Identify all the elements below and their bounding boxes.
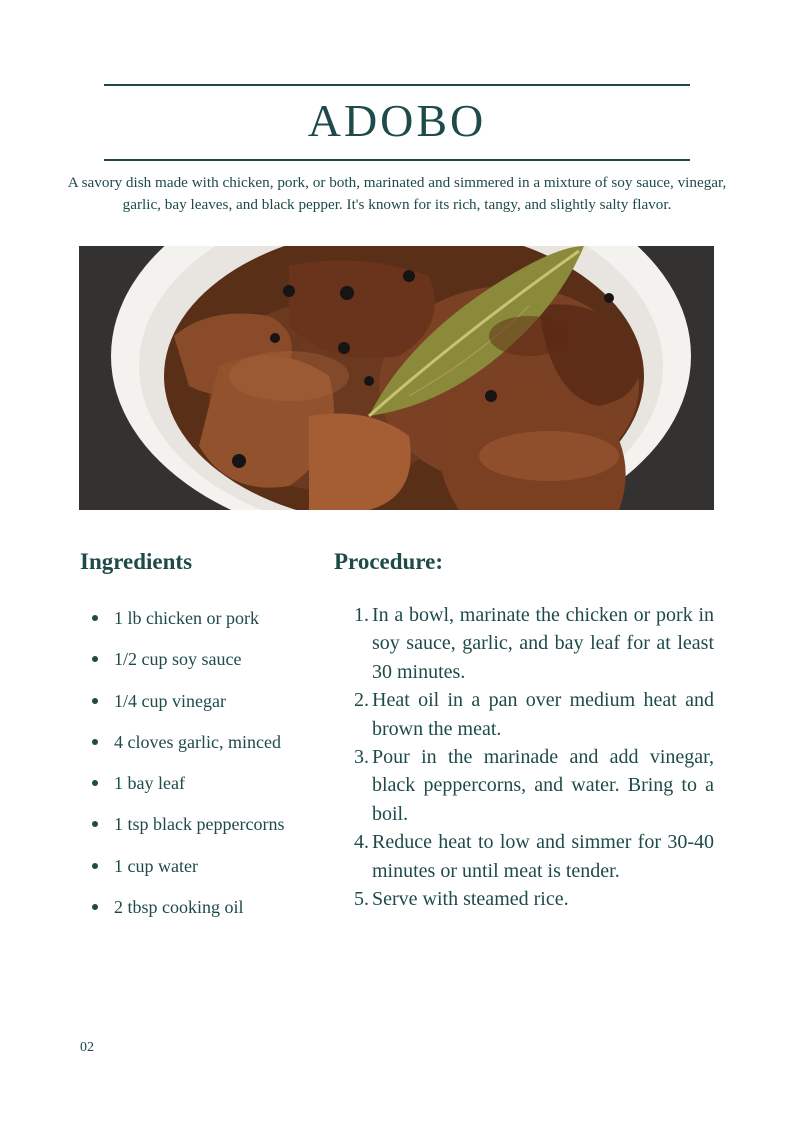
ingredient-item: 1 cup water (92, 846, 322, 887)
ingredient-item: 1/4 cup vinegar (92, 681, 322, 722)
ingredient-item: 4 cloves garlic, minced (92, 722, 322, 763)
procedure-step (354, 828, 714, 885)
step-number: 1. (354, 604, 369, 626)
procedure-list (354, 601, 714, 913)
page-title: ADOBO (307, 95, 487, 146)
step-text: Pour in the marinade and add vinegar, black peppercorns, and water. Bring to a boil. (372, 746, 714, 825)
dish-photo (79, 246, 714, 510)
step-text: Heat oil in a pan over medium heat and brown the meat. (372, 689, 714, 740)
ingredient-item: 1 bay leaf (92, 763, 322, 804)
dish-description: A savory dish made with chicken, pork, or both, marinated and simmered in a mixture of soy sauce, vinegar, garlic, bay leaves, and black pepper. It's known for its rich, tangy, and slightly salty flavor. (67, 174, 727, 213)
adobo-bowl-illustration (79, 246, 714, 510)
ingredient-item: 1 lb chicken or pork (92, 598, 322, 639)
procedure-step (354, 686, 714, 743)
step-text: Reduce heat to low and simmer for 30-40 minutes or until meat is tender. (372, 831, 714, 882)
page-number: 02 (80, 1040, 94, 1055)
ingredient-item: 1/2 cup soy sauce (92, 639, 322, 680)
ingredient-item: 1 tsp black peppercorns (92, 804, 322, 845)
step-number: 5. (354, 888, 369, 911)
title-rule-bottom (104, 159, 690, 161)
procedure-heading: Procedure: (334, 549, 444, 574)
ingredient-item: 2 tbsp cooking oil (92, 887, 322, 928)
title-rule-top (104, 84, 690, 86)
step-number: 2. (354, 689, 369, 712)
step-text: In a bowl, marinate the chicken or pork in soy sauce, garlic, and bay leaf for at least 30 minutes. (372, 604, 714, 683)
step-number: 3. (354, 746, 369, 769)
step-number: 4. (354, 831, 369, 854)
procedure-step (354, 601, 714, 686)
step-text: Serve with steamed rice. (372, 888, 569, 911)
procedure-step (354, 885, 714, 913)
procedure-step (354, 743, 714, 828)
ingredients-heading: Ingredients (80, 549, 193, 574)
ingredients-list (92, 598, 322, 928)
